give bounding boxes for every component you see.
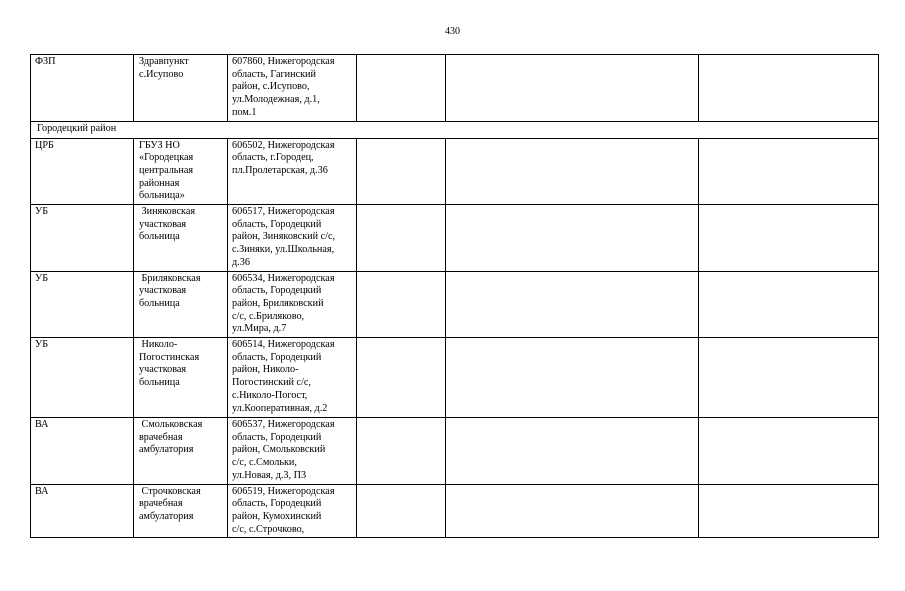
facility-address-cell <box>228 484 357 538</box>
section-title: Городецкий район <box>31 121 879 138</box>
table-row <box>31 338 879 418</box>
facility-name-line: центральная <box>139 164 194 176</box>
facility-address-line: ул.Новая, д.3, П3 <box>232 469 307 481</box>
empty-cell <box>446 138 699 205</box>
facility-name-cell <box>134 205 228 272</box>
facility-name-line: Зиняковская <box>139 206 196 218</box>
facility-address-line: с/с, с.Строчково, <box>232 523 305 535</box>
facility-name-line: больница <box>139 377 180 389</box>
empty-cell <box>446 205 699 272</box>
facility-address-line: 606537, Нижегородская <box>232 419 335 431</box>
facility-name-line: больница <box>139 231 180 243</box>
facility-name-line: врачебная <box>139 431 183 443</box>
facility-address-line: с/с, с.Смольки, <box>232 457 297 469</box>
facility-name-line: больница <box>139 297 180 309</box>
table-row <box>31 205 879 272</box>
facility-name-line: врачебная <box>139 498 183 510</box>
facility-name-line: с.Исупово <box>139 68 184 80</box>
empty-cell <box>357 418 446 485</box>
empty-cell <box>357 55 446 122</box>
empty-cell <box>357 138 446 205</box>
page-number: 430 <box>445 26 460 37</box>
facility-name-line: Здравпункт <box>139 56 189 67</box>
facility-type-cell: УБ <box>31 338 134 418</box>
facility-name-line: участковая <box>139 218 187 230</box>
facility-address-line: область, г.Городец, <box>232 152 314 164</box>
table-body <box>31 55 879 538</box>
facility-address-line: с.Зиняки, ул.Школьная, <box>232 244 335 256</box>
facility-address-line: д.36 <box>232 256 250 268</box>
facility-type-cell: ЦРБ <box>31 138 134 205</box>
facility-type-cell: ФЗП <box>31 55 134 122</box>
facility-name-line: Николо- <box>139 339 178 351</box>
empty-cell <box>446 418 699 485</box>
facility-address-line: ул.Кооперативная, д.2 <box>232 402 328 414</box>
empty-cell <box>699 55 879 122</box>
empty-cell <box>357 271 446 338</box>
empty-cell <box>699 418 879 485</box>
facility-address-line: область, Городецкий <box>232 218 322 230</box>
facility-name-line: участковая <box>139 364 187 376</box>
facility-type-cell: УБ <box>31 271 134 338</box>
facility-type-cell: ВА <box>31 418 134 485</box>
facility-address-line: 606519, Нижегородская <box>232 485 335 497</box>
facility-name-line: Смольковская <box>139 419 203 431</box>
empty-cell <box>699 138 879 205</box>
facility-address-line: пл.Пролетарская, д.36 <box>232 164 328 176</box>
facility-address-line: ул.Мира, д.7 <box>232 323 287 335</box>
empty-cell <box>699 484 879 538</box>
facility-address-line: район, Смольковский <box>232 444 326 456</box>
facility-name-line: больница» <box>139 190 185 202</box>
facility-address-line: район, Зиняковский с/с, <box>232 231 336 243</box>
facility-name-line: Бриляковская <box>139 272 201 284</box>
facility-address-cell <box>228 418 357 485</box>
facility-address-line: 606514, Нижегородская <box>232 339 335 351</box>
facility-address-line: область, Городецкий <box>232 431 322 443</box>
facility-address-line: Погостинский с/с, <box>232 377 311 389</box>
facility-type-cell: УБ <box>31 205 134 272</box>
facility-address-cell <box>228 271 357 338</box>
facility-address-line: ул.Молодежная, д.1, <box>232 94 320 106</box>
facility-address-line: район, с.Исупово, <box>232 81 310 93</box>
facility-name-line: амбулатория <box>139 510 194 522</box>
facilities-table <box>30 54 879 538</box>
facility-address-line: область, Гагинский <box>232 68 316 80</box>
table-row <box>31 484 879 538</box>
empty-cell <box>357 338 446 418</box>
facility-address-cell <box>228 138 357 205</box>
table-row <box>31 138 879 205</box>
facility-name-cell <box>134 138 228 205</box>
facility-type-cell: ВА <box>31 484 134 538</box>
facility-address-cell <box>228 205 357 272</box>
empty-cell <box>699 271 879 338</box>
facility-name-cell <box>134 271 228 338</box>
facility-address-line: область, Городецкий <box>232 285 322 297</box>
facility-name-cell <box>134 484 228 538</box>
facility-name-cell <box>134 418 228 485</box>
empty-cell <box>357 484 446 538</box>
facility-address-line: пом.1 <box>232 106 257 118</box>
facility-name-line: районная <box>139 177 180 189</box>
empty-cell <box>446 55 699 122</box>
facility-address-line: область, Городецкий <box>232 498 322 510</box>
table-row <box>31 271 879 338</box>
facility-address-line: район, Кумохинский <box>232 510 322 522</box>
section-row <box>31 121 879 138</box>
facility-address-line: район, Николо- <box>232 364 299 376</box>
facility-address-line: 606534, Нижегородская <box>232 272 335 284</box>
facility-name-line: Погостинская <box>139 351 200 363</box>
facility-name-cell <box>134 55 228 122</box>
facility-address-line: с/с, с.Бриляково, <box>232 310 305 322</box>
facility-address-line: с.Николо-Погост, <box>232 389 308 401</box>
facility-address-line: 607860, Нижегородская <box>232 56 335 67</box>
empty-cell <box>446 484 699 538</box>
facility-address-line: область, Городецкий <box>232 351 322 363</box>
empty-cell <box>357 205 446 272</box>
table-row <box>31 418 879 485</box>
empty-cell <box>699 205 879 272</box>
facility-name-line: ГБУЗ НО <box>139 139 180 151</box>
empty-cell <box>699 338 879 418</box>
empty-cell <box>446 338 699 418</box>
empty-cell <box>446 271 699 338</box>
facility-name-line: «Городецкая <box>139 152 194 164</box>
facility-name-line: амбулатория <box>139 444 194 456</box>
table-row <box>31 55 879 122</box>
facility-name-line: участковая <box>139 285 187 297</box>
facility-address-line: 606517, Нижегородская <box>232 206 335 218</box>
facility-address-line: 606502, Нижегородская <box>232 139 335 151</box>
facility-address-cell <box>228 55 357 122</box>
facility-address-cell <box>228 338 357 418</box>
facility-address-line: район, Бриляковский <box>232 297 324 309</box>
facility-name-line: Строчковская <box>139 485 201 497</box>
facility-name-cell <box>134 338 228 418</box>
